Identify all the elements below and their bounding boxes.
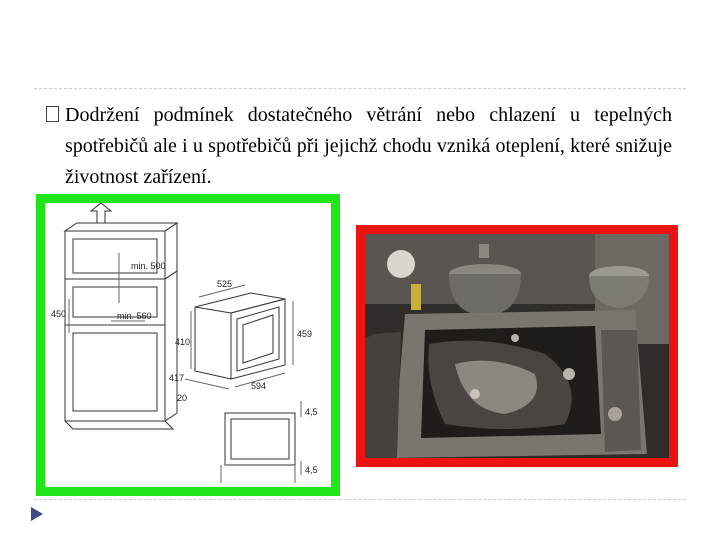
dim-525: 525 — [217, 279, 233, 289]
dim-459: 459 — [297, 329, 313, 339]
bullet-paragraph — [46, 100, 672, 193]
installation-diagram-panel — [36, 194, 340, 496]
triangle-right-icon[interactable] — [30, 506, 44, 522]
dim-20: 20 — [177, 393, 188, 403]
dim-417: 417 — [169, 373, 185, 383]
burned-appliance-photo-panel — [356, 225, 678, 467]
installation-diagram — [45, 203, 331, 487]
dim-450: 450 — [51, 309, 67, 319]
bottom-divider — [34, 499, 686, 500]
dim-4-5-bottom: 4,5 — [305, 465, 318, 475]
ventilation-arrow-icon — [91, 203, 111, 223]
dim-594: 594 — [251, 381, 267, 391]
dim-4-5-top: 4,5 — [305, 407, 318, 417]
bullet-box-icon — [46, 106, 59, 122]
top-divider — [34, 88, 686, 89]
dim-min560: min. 560 — [117, 311, 152, 321]
dim-410: 410 — [175, 337, 191, 347]
bullet-text: Dodržení podmínek dostatečného větrání nebo chlazení u tepelných spotřebičů ale i u spotřebičů při jejichž chodu vzniká oteplení, které snižuje životnost zařízení. — [65, 104, 672, 188]
burned-appliance-photo — [365, 234, 669, 458]
dim-min500: min. 500 — [131, 261, 166, 271]
